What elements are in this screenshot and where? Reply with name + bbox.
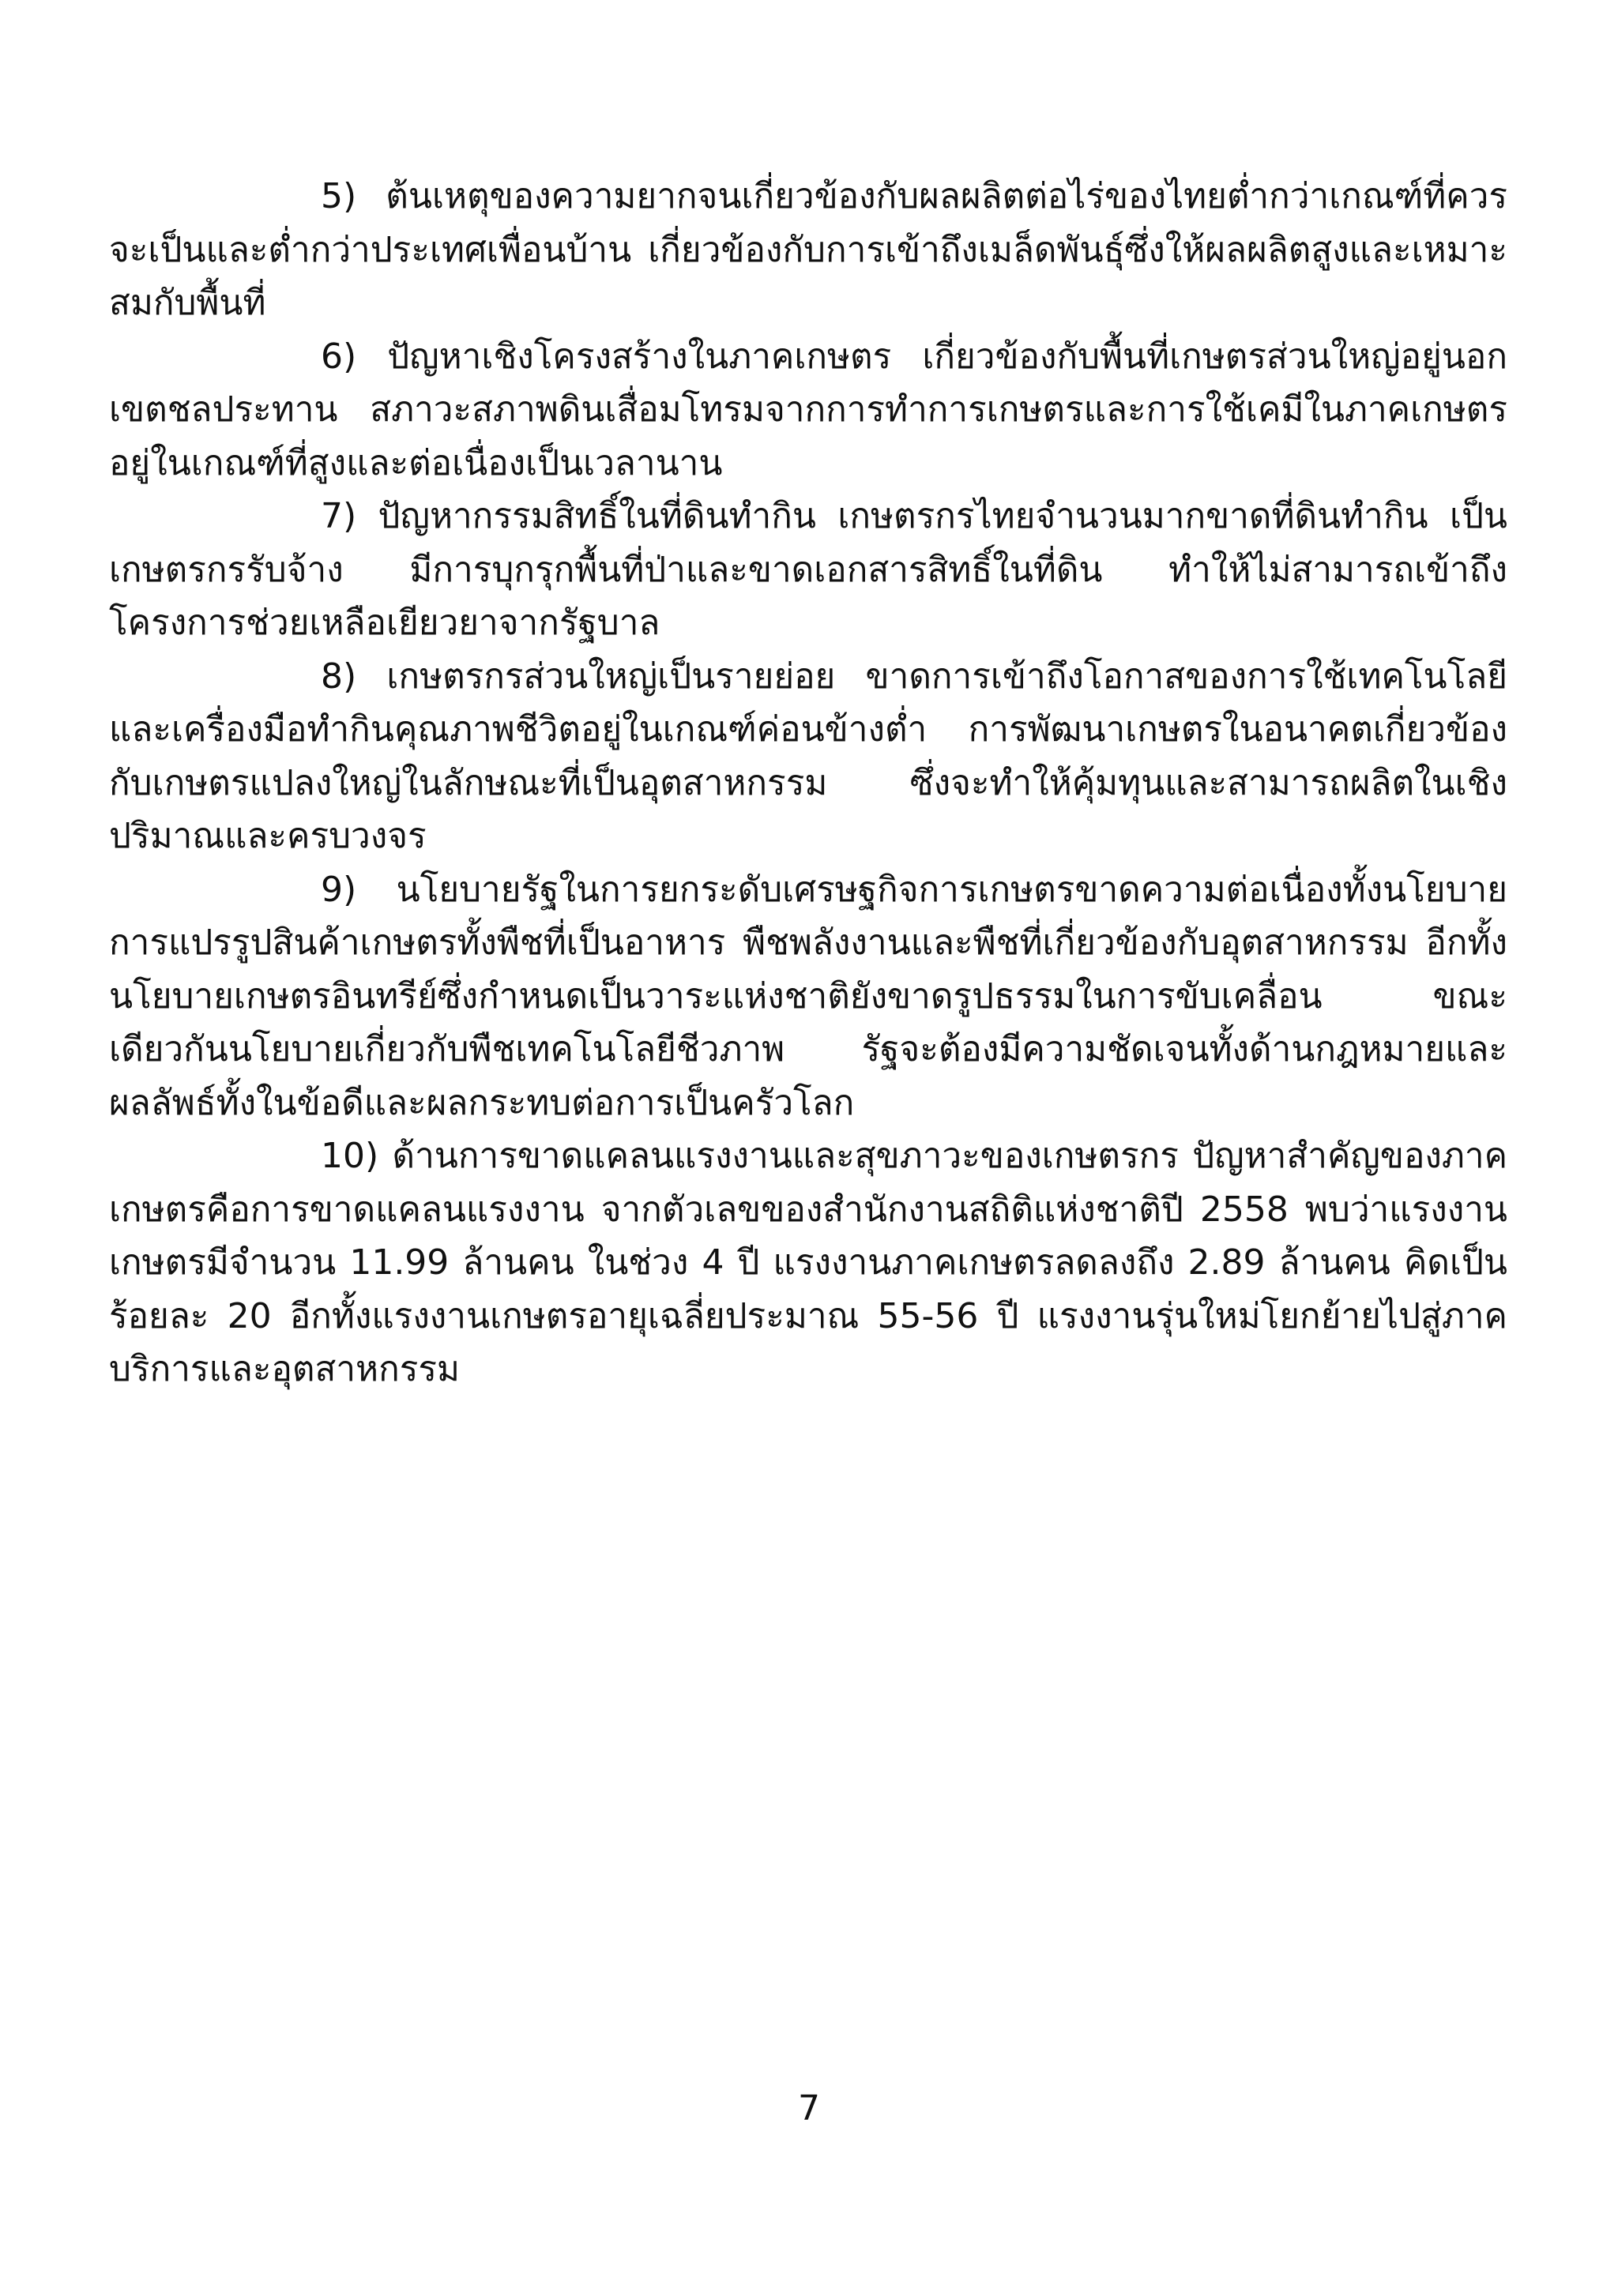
paragraph-item-7: 7) ปัญหากรรมสิทธิ์ในที่ดินทำกิน เกษตรกรไทยจำนวนมากขาดที่ดินทำกิน เป็นเกษตรกรรับจ้าง มีการบุกรุกพื้นที่ป่าและขาดเอกสารสิทธิ์ในที่ดิน ทำให้ไม่สามารถเข้าถึงโครงการช่วยเหลือเยียวยาจากรัฐบาล <box>109 496 1507 643</box>
document-body <box>109 170 1507 1396</box>
paragraph-item-9: 9) นโยบายรัฐในการยกระดับเศรษฐกิจการเกษตรขาดความต่อเนื่องทั้งนโยบายการแปรรูปสินค้าเกษตรทั้งพืชที่เป็นอาหาร พืชพลังงานและพืชที่เกี่ยวข้องกับอุตสาหกรรม อีกทั้งนโยบายเกษตรอินทรีย์ซึ่งกำหนดเป็นวาระแห่งชาติยังขาดรูปธรรมในการขับเคลื่อน ขณะเดียวกันนโยบายเกี่ยวกับพืชเทคโนโลยีชีวภาพ รัฐจะต้องมีความชัดเจนทั้งด้านกฎหมายและผลลัพธ์ทั้งในข้อดีและผลกระทบต่อการเป็นครัวโลก <box>109 869 1507 1123</box>
paragraph-item-5: 5) ต้นเหตุของความยากจนเกี่ยวข้องกับผลผลิตต่อไร่ของไทยต่ำกว่าเกณฑ์ที่ควรจะเป็นและต่ำกว่าประเทศเพื่อนบ้าน เกี่ยวข้องกับการเข้าถึงเมล็ดพันธุ์ซึ่งให้ผลผลิตสูงและเหมาะสมกับพื้นที่ <box>109 176 1507 323</box>
paragraph-item-6: 6) ปัญหาเชิงโครงสร้างในภาคเกษตร เกี่ยวข้องกับพื้นที่เกษตรส่วนใหญ่อยู่นอกเขตชลประทาน สภาวะสภาพดินเสื่อมโทรมจากการทำการเกษตรและการใช้เคมีในภาคเกษตรอยู่ในเกณฑ์ที่สูงและต่อเนื่องเป็นเวลานาน <box>109 336 1507 483</box>
paragraph-item-8: 8) เกษตรกรส่วนใหญ่เป็นรายย่อย ขาดการเข้าถึงโอกาสของการใช้เทคโนโลยีและเครื่องมือทำกินคุณภาพชีวิตอยู่ในเกณฑ์ค่อนข้างต่ำ การพัฒนาเกษตรในอนาคตเกี่ยวข้องกับเกษตรแปลงใหญ่ในลักษณะที่เป็นอุตสาหกรรม ซึ่งจะทำให้คุ้มทุนและสามารถผลิตในเชิงปริมาณและครบวงจร <box>109 656 1507 856</box>
paragraph-item-10: 10) ด้านการขาดแคลนแรงงานและสุขภาวะของเกษตรกร ปัญหาสำคัญของภาคเกษตรคือการขาดแคลนแรงงาน จากตัวเลขของสำนักงานสถิติแห่งชาติปี 2558 พบว่าแรงงานเกษตรมีจำนวน 11.99 ล้านคน ในช่วง 4 ปี แรงงานภาคเกษตรลดลงถึง 2.89 ล้านคน คิดเป็นร้อยละ 20 อีกทั้งแรงงานเกษตรอายุเฉลี่ยประมาณ 55-56 ปี แรงงานรุ่นใหม่โยกย้ายไปสู่ภาคบริการและอุตสาหกรรม <box>109 1136 1507 1389</box>
page-number: 7 <box>798 2088 820 2129</box>
